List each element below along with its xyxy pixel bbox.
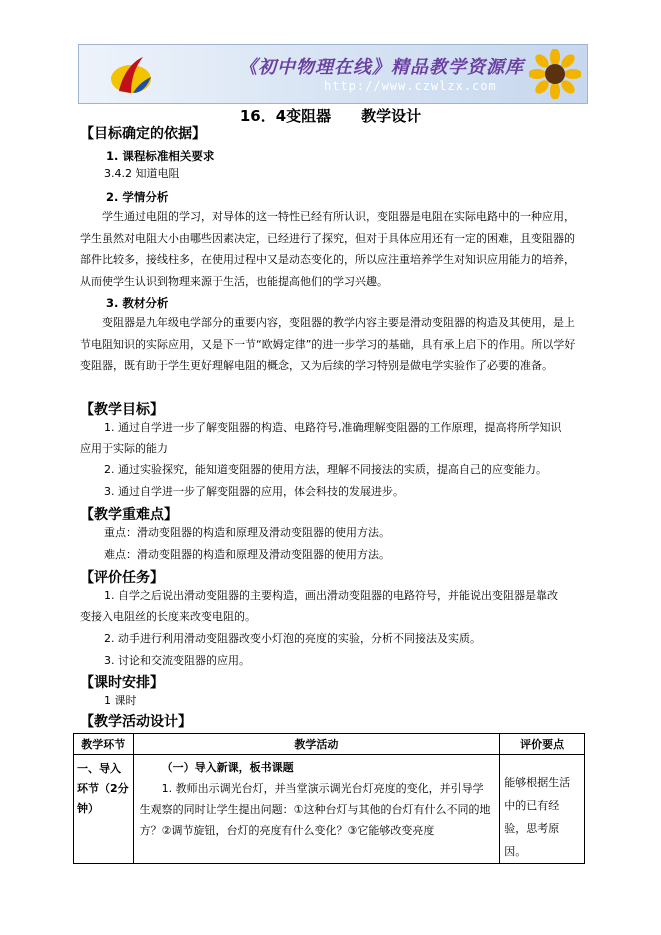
student-analysis-paragraph: 学生通过电阻的学习，对导体的这一特性已经有所认识，变阻器是电阻在实际电路中的一种应用，学生虽然对电阻大小由哪些因素决定，已经进行了探究，但对于具体应用还有一定的困难，且变阻器的部件比较多，接线柱多，在使用过程中又是动态变化的，所以应注重培养学生对知识应用能力的培养，从而使学生认识到物理来源于生活，也能提高他们的学习兴趣。 (80, 210, 575, 288)
evaluation-cell: 能够根据生活中的已有经验，思考原因。 (500, 755, 585, 864)
sunflower-icon (529, 49, 581, 99)
task-1-line-2: 变接入电阻丝的长度来改变电阻的。 (80, 610, 256, 623)
goal-1-line-1: 1. 通过自学进一步了解变阻器的构造、电路符号,准确理解变阻器的工作原理，提高将所学知识 (104, 421, 562, 434)
stage-cell: 一、导入环节（2分钟） (74, 755, 134, 864)
task-2: 2. 动手进行利用滑动变阻器改变小灯泡的亮度的实验，分析不同接法及实质。 (104, 632, 481, 645)
goal-2: 2. 通过实验探究，能知道变阻器的使用方法，理解不同接法的实质，提高自己的应变能力。 (104, 463, 547, 476)
activity-table (73, 733, 585, 864)
subheading-material-analysis: 3. 教材分析 (106, 296, 169, 310)
table-header-row (74, 734, 585, 755)
header-evaluation: 评价要点 (500, 734, 585, 755)
standard-text: 3.4.2 知道电阻 (104, 167, 180, 180)
key-point: 重点：滑动变阻器的构造和原理及滑动变阻器的使用方法。 (104, 526, 390, 539)
subheading-standards: 1. 课程标准相关要求 (106, 149, 215, 163)
banner-title: 《初中物理在线》精品教学资源库 (239, 57, 524, 78)
section-heading-key-points: 【教学重难点】 (80, 507, 178, 523)
header-stage: 教学环节 (74, 734, 134, 755)
goal-3: 3. 通过自学进一步了解变阻器的应用，体会科技的发展进步。 (104, 485, 404, 498)
banner-url: http://www.czwlzx.com (324, 79, 497, 93)
section-heading-activities: 【教学活动设计】 (80, 714, 192, 730)
difficult-point: 难点：滑动变阻器的构造和原理及滑动变阻器的使用方法。 (104, 548, 390, 561)
header-banner (78, 44, 588, 104)
table-row (74, 755, 585, 864)
page-title: 16．4变阻器 教学设计 (239, 107, 422, 125)
schedule-hours: 1 课时 (104, 694, 137, 707)
header-activity: 教学活动 (133, 734, 500, 755)
subheading-student-analysis: 2. 学情分析 (106, 190, 169, 204)
section-heading-tasks: 【评价任务】 (80, 570, 164, 586)
section-heading-goals: 【教学目标】 (80, 402, 164, 418)
activity-text: 1. 教师出示调光台灯，并当堂演示调光台灯亮度的变化，并引导学生观察的同时让学生提出问题：①这种台灯与其他的台灯有什么不同的地方？②调节旋钮，台灯的亮度有什么变化？③它能够改变亮度 (139, 782, 491, 837)
section-heading-basis: 【目标确定的依据】 (80, 126, 206, 142)
task-1-line-1: 1. 自学之后说出滑动变阻器的主要构造，画出滑动变阻器的电路符号，并能说出变阻器是靠改 (104, 589, 558, 602)
goal-1-line-2: 应用于实际的能力 (80, 442, 168, 455)
activity-title: （一）导入新课，板书课题 (161, 761, 294, 774)
task-3: 3. 讨论和交流变阻器的应用。 (104, 654, 250, 667)
site-logo-icon (109, 53, 153, 97)
section-heading-schedule: 【课时安排】 (80, 675, 164, 691)
material-analysis-paragraph: 变阻器是九年级电学部分的重要内容，变阻器的教学内容主要是滑动变阻器的构造及其使用，是上节电阻知识的实际应用，又是下一节“欧姆定律”的进一步学习的基础，具有承上启下的作用。所以学好变阻器，既有助于学生更好理解电阻的概念，又为后续的学习特别是做电学实验作了必要的准备。 (80, 316, 576, 372)
activity-cell (133, 755, 500, 864)
